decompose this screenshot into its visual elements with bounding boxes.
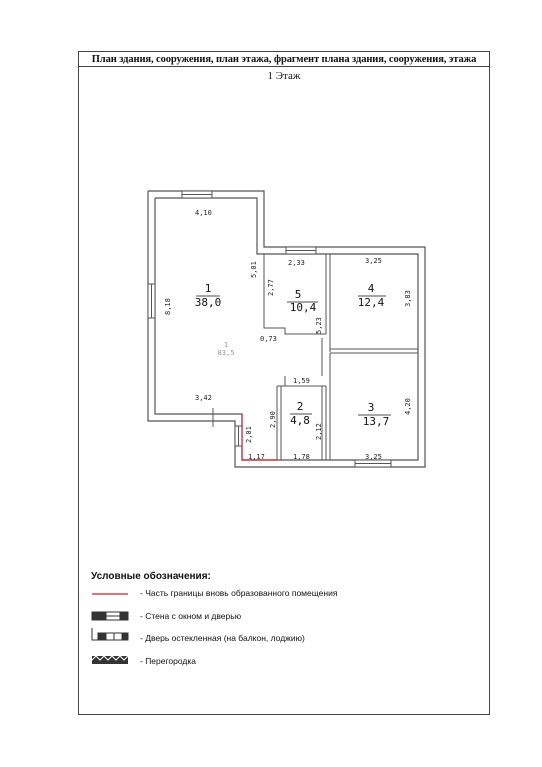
legend-item-boundary: - Часть границы вновь образованного помещения xyxy=(140,588,338,598)
room-1-area: 38,0 xyxy=(194,296,222,309)
room-3-number: 3 xyxy=(367,401,375,414)
plan-title: План здания, сооружения, план этажа, фрагмент плана здания, сооружения, этажа xyxy=(91,54,477,65)
room-5-number: 5 xyxy=(294,288,302,301)
room-labels xyxy=(195,282,390,428)
room-3-area: 13,7 xyxy=(362,415,390,428)
dim-290: 2,90 xyxy=(269,411,277,428)
room-1-number: 1 xyxy=(204,282,212,295)
dim-383: 3,83 xyxy=(404,290,412,307)
dim-233: 2,33 xyxy=(288,259,305,267)
dim-523: 5,23 xyxy=(315,317,323,334)
dim-818: 8,18 xyxy=(164,298,172,315)
partitions xyxy=(264,254,418,460)
floor-label: 1 Этаж xyxy=(267,70,301,82)
room-2-number: 2 xyxy=(296,400,304,413)
total-number: 1 xyxy=(223,341,229,349)
room-4-number: 4 xyxy=(367,282,375,295)
dim-410: 4,10 xyxy=(195,209,212,217)
legend-wall-symbol xyxy=(92,612,128,620)
room-5-area: 10,4 xyxy=(289,301,317,314)
dim-178: 1,78 xyxy=(293,453,310,461)
dim-325-bottom: 3,25 xyxy=(365,453,382,461)
dim-325-top: 3,25 xyxy=(365,257,382,265)
room-4-area: 12,4 xyxy=(357,296,385,309)
legend-item-partition: - Перегородка xyxy=(140,656,196,666)
legend-item-door: - Дверь остекленная (на балкон, лоджию) xyxy=(140,633,305,643)
legend-partition-symbol xyxy=(92,656,128,664)
legend-item-wall: - Стена с окном и дверью xyxy=(140,611,242,621)
dim-420: 4,20 xyxy=(404,398,412,415)
dim-073: 0,73 xyxy=(260,335,277,343)
legend-door-symbol xyxy=(92,628,128,640)
total-area: 83,5 xyxy=(217,349,235,357)
legend-title: Условные обозначения: xyxy=(91,571,211,582)
dim-117: 1,17 xyxy=(248,453,265,461)
dim-212: 2,12 xyxy=(315,423,323,440)
dim-501: 5,01 xyxy=(250,261,258,278)
dim-159: 1,59 xyxy=(293,377,310,385)
room-2-area: 4,8 xyxy=(290,414,310,427)
dim-342: 3,42 xyxy=(195,394,212,402)
dim-277: 2,77 xyxy=(267,279,275,296)
dim-201: 2,01 xyxy=(245,426,253,443)
